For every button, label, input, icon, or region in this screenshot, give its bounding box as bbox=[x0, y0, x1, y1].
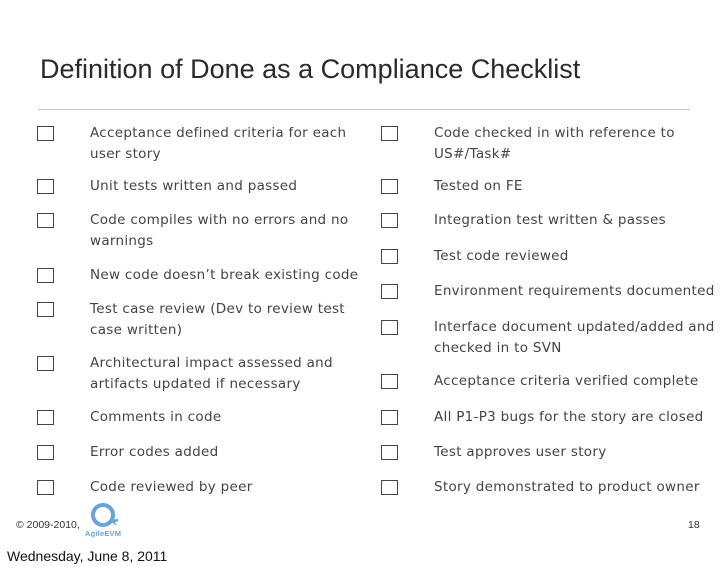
left-item-text: Test case review (Dev to review test bbox=[90, 301, 345, 317]
checkbox-icon[interactable] bbox=[381, 284, 398, 299]
left-item-text: warnings bbox=[90, 233, 154, 249]
slide-title: Definition of Done as a Compliance Checklist bbox=[40, 54, 581, 84]
logo-text: AgileEVM bbox=[85, 529, 122, 538]
left-item-text: Architectural impact assessed and bbox=[90, 355, 333, 371]
right-item-text: checked in to SVN bbox=[434, 340, 562, 356]
agileevm-logo bbox=[85, 502, 125, 542]
date-label: Wednesday, June 8, 2011 bbox=[7, 548, 168, 564]
checkbox-icon[interactable] bbox=[381, 480, 398, 495]
right-item-text: Environment requirements documented bbox=[434, 283, 715, 299]
right-item-text: Test approves user story bbox=[434, 444, 607, 460]
checkbox-icon[interactable] bbox=[381, 213, 398, 228]
right-item-text: US#/Task# bbox=[434, 146, 512, 162]
left-item-text: Code reviewed by peer bbox=[90, 479, 253, 495]
checkbox-icon[interactable] bbox=[381, 374, 398, 389]
logo-q-icon bbox=[90, 502, 120, 530]
left-item-text: Code compiles with no errors and no bbox=[90, 212, 349, 228]
checkbox-icon[interactable] bbox=[381, 410, 398, 425]
left-item-text: Error codes added bbox=[90, 444, 219, 460]
checkbox-icon[interactable] bbox=[37, 126, 54, 141]
checkbox-icon[interactable] bbox=[37, 179, 54, 194]
right-item-text: Test code reviewed bbox=[434, 248, 569, 264]
right-item-text: Integration test written & passes bbox=[434, 212, 666, 228]
left-item-text: Comments in code bbox=[90, 409, 222, 425]
checkbox-icon[interactable] bbox=[37, 480, 54, 495]
checkbox-icon[interactable] bbox=[381, 126, 398, 141]
right-item-text: Tested on FE bbox=[434, 178, 523, 194]
checkbox-icon[interactable] bbox=[381, 249, 398, 264]
right-item-text: All P1-P3 bugs for the story are closed bbox=[434, 409, 704, 425]
checkbox-icon[interactable] bbox=[37, 410, 54, 425]
left-item-text: case written) bbox=[90, 322, 183, 338]
right-item-text: Acceptance criteria verified complete bbox=[434, 373, 699, 389]
left-item-text: Unit tests written and passed bbox=[90, 178, 298, 194]
right-item-text: Story demonstrated to product owner bbox=[434, 479, 700, 495]
checkbox-icon[interactable] bbox=[37, 268, 54, 283]
page-number: 18 bbox=[688, 519, 700, 531]
checkbox-icon[interactable] bbox=[37, 213, 54, 228]
copyright-text: © 2009-2010, bbox=[16, 519, 80, 531]
checkbox-icon[interactable] bbox=[37, 356, 54, 371]
checkbox-icon[interactable] bbox=[37, 445, 54, 460]
left-item-text: Acceptance defined criteria for each bbox=[90, 125, 347, 141]
checkbox-icon[interactable] bbox=[37, 302, 54, 317]
left-item-text: user story bbox=[90, 146, 161, 162]
left-item-text: artifacts updated if necessary bbox=[90, 376, 301, 392]
checkbox-icon[interactable] bbox=[381, 320, 398, 335]
right-item-text: Code checked in with reference to bbox=[434, 125, 675, 141]
right-item-text: Interface document updated/added and bbox=[434, 319, 715, 335]
checkbox-icon[interactable] bbox=[381, 445, 398, 460]
title-divider bbox=[38, 109, 690, 110]
left-item-text: New code doesn’t break existing code bbox=[90, 267, 359, 283]
checkbox-icon[interactable] bbox=[381, 179, 398, 194]
